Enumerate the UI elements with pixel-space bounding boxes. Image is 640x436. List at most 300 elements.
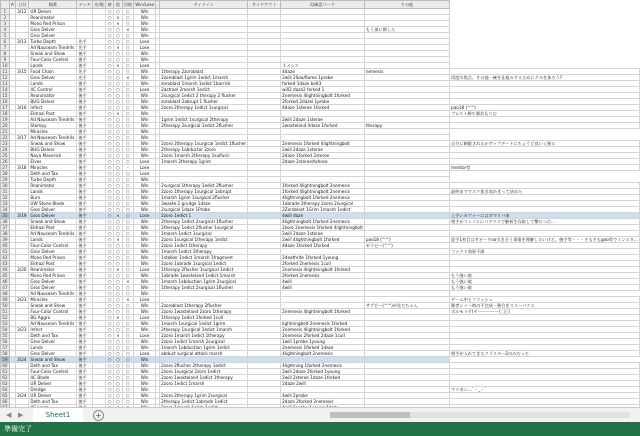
- cell[interactable]: 4will: [281, 279, 365, 285]
- cell[interactable]: ×: [114, 111, 122, 117]
- row-header[interactable]: 45: [2, 273, 8, 278]
- cell[interactable]: Win: [134, 201, 156, 207]
- cell[interactable]: Win: [134, 303, 156, 309]
- cell[interactable]: 後手: [77, 393, 93, 399]
- cell[interactable]: 4daze 1steroe 1forked: [281, 105, 365, 111]
- cell[interactable]: 2will 4lightningbolt 1forked: [281, 237, 365, 243]
- cell[interactable]: Gros Delver: [29, 27, 77, 33]
- cell[interactable]: 1marsh 1abduction 1grim 2surgical: [160, 279, 248, 285]
- cell[interactable]: ○: [106, 45, 114, 51]
- cell[interactable]: Win: [134, 117, 156, 123]
- row-header[interactable]: 33: [2, 201, 8, 206]
- cell[interactable]: Win: [134, 369, 156, 375]
- cell[interactable]: 後手: [77, 369, 93, 375]
- cell[interactable]: Win: [134, 123, 156, 129]
- cell[interactable]: ○: [114, 303, 122, 309]
- cell[interactable]: 相手がフェイエにバグリスで解析生存取して撃ちつ合…: [450, 219, 640, 225]
- cell[interactable]: 4C Control: [29, 87, 77, 93]
- scrollbar-thumb[interactable]: [330, 412, 410, 418]
- row-header[interactable]: 8: [1, 51, 10, 57]
- cell[interactable]: UR Delver: [29, 381, 77, 387]
- cell[interactable]: Mono Red Prison: [29, 21, 77, 27]
- cell[interactable]: ○: [122, 225, 134, 231]
- cell[interactable]: Sneak and Show: [29, 51, 77, 57]
- cell[interactable]: ○: [114, 255, 122, 261]
- cell[interactable]: 後手: [77, 303, 93, 309]
- cell[interactable]: ネメシス: [281, 63, 365, 69]
- row-header[interactable]: 29: [2, 177, 8, 182]
- row-header[interactable]: 34: [2, 207, 8, 212]
- cell[interactable]: 勝者ンミー時の不完成・勝合をスリーパクス: [450, 303, 640, 309]
- cell[interactable]: 後手: [77, 117, 93, 123]
- cell[interactable]: ○: [114, 285, 122, 291]
- cell[interactable]: ○: [106, 27, 114, 33]
- cell[interactable]: 2zoro 1surgical 2zoro 1edict: [160, 369, 248, 375]
- cell[interactable]: 1grim 1edict 1surgical 2therapy: [160, 117, 248, 123]
- cell[interactable]: 2daze 2will: [281, 381, 365, 387]
- column-header[interactable]: 敗: [114, 1, 122, 9]
- cell[interactable]: 後手: [77, 195, 93, 201]
- cell[interactable]: Reanimator: [29, 93, 77, 99]
- cell[interactable]: ○: [122, 393, 134, 399]
- cell[interactable]: Lose: [134, 159, 156, 165]
- cell[interactable]: Win: [134, 357, 156, 363]
- cell[interactable]: Gros Delver: [29, 213, 77, 219]
- cell[interactable]: ○: [106, 399, 114, 405]
- column-header[interactable]: 順番: [29, 1, 77, 9]
- cell[interactable]: 2zoro 1surgical 1therapy 1edict: [160, 237, 248, 243]
- cell[interactable]: Lands: [29, 237, 77, 243]
- cell[interactable]: 後手: [77, 267, 93, 273]
- cell[interactable]: 2forked 2nemesis 1cull: [281, 261, 365, 267]
- cell[interactable]: ○: [122, 351, 134, 357]
- cell[interactable]: 後手: [77, 111, 93, 117]
- cell[interactable]: ○: [114, 231, 122, 237]
- cell[interactable]: Turbo Depth: [29, 39, 77, 45]
- cell[interactable]: もう強い敗: [450, 279, 640, 285]
- cell[interactable]: 2will 2daze 1steroe: [281, 231, 365, 237]
- cell[interactable]: 3/23: [16, 327, 29, 333]
- cell[interactable]: Sneak and Show: [29, 141, 77, 147]
- cell[interactable]: 後手: [77, 321, 93, 327]
- cell[interactable]: ○: [122, 69, 134, 75]
- row-header[interactable]: 62: [2, 375, 8, 380]
- row-header[interactable]: 64: [2, 387, 8, 392]
- row-header[interactable]: 57: [2, 345, 8, 350]
- row-header[interactable]: 31: [2, 189, 8, 194]
- cell[interactable]: 2zoro 2therapy 1edict 1surgical: [160, 105, 248, 111]
- cell[interactable]: Win: [134, 99, 156, 105]
- cell[interactable]: Lose: [134, 315, 156, 321]
- cell[interactable]: ゼラビー(^^): [364, 243, 449, 249]
- cell[interactable]: Win: [134, 153, 156, 159]
- cell[interactable]: 4daze: [281, 69, 365, 75]
- cell[interactable]: 後手: [77, 99, 93, 105]
- cell[interactable]: 3/16: [16, 105, 29, 111]
- cell[interactable]: 2zoro 1wasteland 2zoro 1therapy: [160, 309, 248, 315]
- cell[interactable]: [450, 123, 640, 129]
- row-header[interactable]: 2: [1, 15, 10, 21]
- row-header[interactable]: 5: [1, 33, 10, 39]
- cell[interactable]: ○: [114, 345, 122, 351]
- cell[interactable]: Lose: [134, 171, 156, 177]
- cell[interactable]: Win: [134, 57, 156, 63]
- cell[interactable]: Deth and Tax: [29, 363, 77, 369]
- cell[interactable]: ○: [106, 345, 114, 351]
- cell[interactable]: ○: [122, 105, 134, 111]
- cell[interactable]: Lose: [134, 333, 156, 339]
- cell[interactable]: ゲーム中とフラッシュ: [450, 297, 640, 303]
- cell[interactable]: ○: [122, 15, 134, 21]
- cell[interactable]: Lose: [134, 165, 156, 171]
- cell[interactable]: ○: [114, 225, 122, 231]
- cell[interactable]: 後手: [77, 237, 93, 243]
- cell[interactable]: もう強い敗: [450, 285, 640, 291]
- cell[interactable]: Miracles: [29, 129, 77, 135]
- cell[interactable]: ○: [106, 165, 114, 171]
- cell[interactable]: ○: [106, 243, 114, 249]
- cell[interactable]: 2will 2steroe 1daze 1forked: [281, 375, 365, 381]
- cell[interactable]: 4C Blade: [29, 375, 77, 381]
- column-header[interactable]: デッキ: [78, 2, 91, 7]
- column-header[interactable]: その他: [364, 1, 449, 9]
- cell[interactable]: Lose: [134, 45, 156, 51]
- cell[interactable]: ○: [114, 27, 122, 33]
- cell[interactable]: ○: [122, 255, 134, 261]
- cell[interactable]: ○: [122, 333, 134, 339]
- row-header[interactable]: 46: [2, 279, 8, 284]
- cell[interactable]: ○: [122, 327, 134, 333]
- cell[interactable]: Lands: [29, 345, 77, 351]
- cell[interactable]: ○: [114, 57, 122, 63]
- cell[interactable]: ○: [106, 105, 114, 111]
- cell[interactable]: Win: [134, 345, 156, 351]
- cell[interactable]: Win: [134, 381, 156, 387]
- cell[interactable]: ○: [106, 363, 114, 369]
- cell[interactable]: ○: [114, 51, 122, 57]
- cell[interactable]: Win: [134, 255, 156, 261]
- cell[interactable]: ○: [122, 309, 134, 315]
- row-header[interactable]: 4: [1, 27, 10, 33]
- cell[interactable]: Win: [134, 15, 156, 21]
- cell[interactable]: Win: [134, 195, 156, 201]
- cell[interactable]: Win: [134, 261, 156, 267]
- cell[interactable]: Four-Color Control: [29, 243, 77, 249]
- cell[interactable]: Sneak and Show: [29, 219, 77, 225]
- cell[interactable]: Four-Color Control: [29, 369, 77, 375]
- cell[interactable]: ○: [106, 141, 114, 147]
- row-header[interactable]: 17: [2, 105, 8, 110]
- cell[interactable]: ○: [122, 135, 134, 141]
- cell[interactable]: 2nemesis 4lightningbolt 1forked: [281, 309, 365, 315]
- cell[interactable]: ○: [122, 267, 134, 273]
- cell[interactable]: ○: [122, 303, 134, 309]
- cell[interactable]: Win: [134, 231, 156, 237]
- cell[interactable]: ○: [106, 279, 114, 285]
- row-header[interactable]: 14: [2, 87, 8, 92]
- cell[interactable]: ○: [122, 291, 134, 297]
- cell[interactable]: Lose: [134, 39, 156, 45]
- cell[interactable]: ○: [114, 363, 122, 369]
- cell[interactable]: ○: [114, 249, 122, 255]
- cell[interactable]: 後手: [77, 93, 93, 99]
- cell[interactable]: ○: [106, 171, 114, 177]
- cell[interactable]: 2zoroblast 1therapy 2flusher: [160, 303, 248, 309]
- cell[interactable]: Ad Nauseam Tendrils: [29, 45, 77, 51]
- cell[interactable]: 最終までマスク抜き攻めきって決めた: [450, 189, 640, 195]
- cell[interactable]: Win: [134, 327, 156, 333]
- cell[interactable]: 1therapy 2flusher 1surgical 1edict: [160, 267, 248, 273]
- row-header[interactable]: 20: [2, 123, 8, 128]
- cell[interactable]: 1forked 4lightningbolt 2nemesis: [281, 189, 365, 195]
- cell[interactable]: Sneak and Show: [29, 303, 77, 309]
- cell[interactable]: UR Delver: [29, 393, 77, 399]
- cell[interactable]: Lose: [134, 63, 156, 69]
- cell[interactable]: Eldrazi Post: [29, 225, 77, 231]
- column-header[interactable]: サイドイン: [160, 1, 248, 9]
- row-header[interactable]: 37: [2, 225, 8, 230]
- cell[interactable]: ○: [122, 195, 134, 201]
- cell[interactable]: ×: [114, 315, 122, 321]
- cell[interactable]: ○: [106, 123, 114, 129]
- cell[interactable]: Deth and Tax: [29, 171, 77, 177]
- cell[interactable]: 2zoro 2nemesis 1forked 4lightningbolt: [282, 225, 363, 230]
- row-header[interactable]: 28: [2, 171, 8, 176]
- cell[interactable]: ○: [114, 93, 122, 99]
- cell[interactable]: 後手: [77, 399, 93, 405]
- cell[interactable]: ○: [114, 375, 122, 381]
- cell[interactable]: therapy: [364, 123, 449, 129]
- row-header[interactable]: 24: [2, 147, 8, 152]
- row-header[interactable]: 19: [2, 117, 8, 122]
- cell[interactable]: ○: [114, 147, 122, 153]
- cell[interactable]: 後手: [77, 51, 93, 57]
- cell[interactable]: ○: [106, 387, 114, 393]
- row-header[interactable]: 21: [2, 129, 8, 134]
- cell[interactable]: 後手: [77, 351, 93, 357]
- cell[interactable]: 上手いカヴァーにはダマリバ来: [450, 213, 640, 219]
- cell[interactable]: Stompy: [29, 123, 77, 129]
- cell[interactable]: 1therapy 2zoroblast: [160, 69, 248, 75]
- cell[interactable]: ○: [114, 75, 122, 81]
- cell[interactable]: ○: [114, 99, 122, 105]
- cell[interactable]: 後手: [77, 339, 93, 345]
- cell[interactable]: ○: [106, 63, 114, 69]
- row-header[interactable]: 7: [1, 45, 10, 51]
- cell[interactable]: ○: [106, 273, 114, 279]
- cell[interactable]: ○: [114, 309, 122, 315]
- cell[interactable]: ○: [122, 93, 134, 99]
- row-header[interactable]: 59: [2, 357, 8, 362]
- cell[interactable]: 後手: [77, 183, 93, 189]
- cell[interactable]: Win: [134, 243, 156, 249]
- cell[interactable]: 後手: [77, 381, 93, 387]
- cell[interactable]: ○: [106, 225, 114, 231]
- cell[interactable]: ×: [122, 27, 134, 33]
- cell[interactable]: 後手: [77, 375, 93, 381]
- cell[interactable]: 後手: [77, 87, 93, 93]
- cell[interactable]: Win: [134, 339, 156, 345]
- cell[interactable]: Infect: [29, 105, 77, 111]
- cell[interactable]: Win: [134, 81, 156, 87]
- cell[interactable]: 後手: [77, 291, 93, 297]
- cell[interactable]: 2surgical 1therapy 1edict 2flusher: [160, 183, 248, 189]
- cell[interactable]: ○: [122, 285, 134, 291]
- cell[interactable]: Mono Red Prison: [29, 273, 77, 279]
- cell[interactable]: ○: [106, 369, 114, 375]
- cell[interactable]: ○: [114, 273, 122, 279]
- cell[interactable]: ○: [114, 69, 122, 75]
- row-header[interactable]: 1: [1, 9, 10, 15]
- cell[interactable]: Ad Nauseam Tendrils: [29, 291, 77, 297]
- cell[interactable]: 後手: [77, 201, 93, 207]
- cell[interactable]: ○: [106, 69, 114, 75]
- cell[interactable]: 後手: [77, 165, 93, 171]
- cell[interactable]: Win: [134, 189, 156, 195]
- cell[interactable]: 後手: [77, 261, 93, 267]
- cell[interactable]: Lands: [29, 81, 77, 87]
- cell[interactable]: ○: [106, 285, 114, 291]
- cell[interactable]: ○: [122, 159, 134, 165]
- cell[interactable]: 2nemesis 2forked 2daze 1cull: [281, 333, 365, 339]
- row-header[interactable]: 38: [2, 231, 8, 236]
- column-header[interactable]: 再確認コード: [281, 1, 365, 9]
- cell[interactable]: ○: [122, 381, 134, 387]
- cell[interactable]: Dredge: [29, 387, 77, 393]
- row-header[interactable]: 49: [2, 297, 8, 302]
- cell[interactable]: ○: [122, 129, 134, 135]
- cell[interactable]: ○: [106, 207, 114, 213]
- cell[interactable]: ○: [106, 189, 114, 195]
- horizontal-scrollbar[interactable]: [330, 412, 630, 418]
- cell[interactable]: ○: [114, 291, 122, 297]
- cell[interactable]: ○: [106, 147, 114, 153]
- cell[interactable]: 2nemesis 1forked 1daze: [281, 345, 365, 351]
- cell[interactable]: ○: [122, 399, 134, 405]
- cell[interactable]: ○: [106, 333, 114, 339]
- cell[interactable]: 後手: [77, 219, 93, 225]
- cell[interactable]: ○: [122, 171, 134, 177]
- cell[interactable]: forked 1daze bolt3: [281, 81, 365, 87]
- cell[interactable]: 2therapy 1edict 2surgical 1flusher: [160, 219, 248, 225]
- cell[interactable]: ○: [106, 321, 114, 327]
- cell[interactable]: ×: [114, 21, 122, 27]
- cell[interactable]: ○: [106, 315, 114, 321]
- cell[interactable]: 2therapy 1surgical 1edict 1marsh: [160, 327, 248, 333]
- row-header[interactable]: 16: [2, 99, 8, 104]
- row-header[interactable]: 23: [2, 141, 8, 146]
- cell[interactable]: ×: [114, 333, 122, 339]
- cell[interactable]: BUG Delver: [29, 99, 77, 105]
- cell[interactable]: Win: [134, 285, 156, 291]
- cell[interactable]: 3/20: [16, 267, 29, 273]
- cell[interactable]: ○: [114, 327, 122, 333]
- row-header[interactable]: 40: [2, 243, 8, 248]
- cell[interactable]: ×: [114, 45, 122, 51]
- cell[interactable]: Win: [134, 105, 156, 111]
- cell[interactable]: ○: [114, 177, 122, 183]
- cell[interactable]: ○: [122, 375, 134, 381]
- cell[interactable]: 後手: [77, 333, 93, 339]
- cell[interactable]: 後手: [77, 159, 93, 165]
- cell[interactable]: ○: [122, 249, 134, 255]
- cell[interactable]: ○: [122, 369, 134, 375]
- cell[interactable]: ○: [106, 177, 114, 183]
- cell[interactable]: ×: [114, 63, 122, 69]
- cell[interactable]: 4daze 1forked 1forked: [281, 243, 365, 249]
- cell[interactable]: Lose: [134, 87, 156, 93]
- cell[interactable]: ○: [114, 399, 122, 405]
- cell[interactable]: 2surgical 1daze 1Probe: [160, 207, 248, 213]
- cell[interactable]: 後手: [77, 63, 93, 69]
- cell[interactable]: ○: [122, 147, 134, 153]
- cell[interactable]: 2zoro 1edict 1marsh: [160, 381, 248, 387]
- row-header[interactable]: 63: [2, 381, 8, 386]
- cell[interactable]: 2surgical 1edict 2 therapy 2 flusher: [160, 93, 248, 99]
- cell[interactable]: 後手: [77, 123, 93, 129]
- cell[interactable]: ○: [106, 39, 114, 45]
- cell[interactable]: zoroblast 2abrupt 1 flusher: [160, 99, 248, 105]
- cell[interactable]: 2daze 2forked 2nemesis: [281, 399, 365, 405]
- cell[interactable]: Win: [134, 183, 156, 189]
- cell[interactable]: 2wasteland 4daze 1forked: [281, 123, 365, 129]
- row-header[interactable]: 41: [2, 249, 8, 254]
- cell[interactable]: 後手: [77, 309, 93, 315]
- cell[interactable]: 後手: [77, 345, 93, 351]
- cell[interactable]: ○: [114, 339, 122, 345]
- cell[interactable]: 後手: [77, 297, 93, 303]
- cell[interactable]: ○: [114, 201, 122, 207]
- cell[interactable]: ○: [122, 81, 134, 87]
- cell[interactable]: ○: [122, 99, 134, 105]
- cell[interactable]: Win: [134, 111, 156, 117]
- cell[interactable]: ○: [114, 123, 122, 129]
- cell[interactable]: 2astrael 2marsh 1edict: [160, 87, 248, 93]
- cell[interactable]: ○: [122, 243, 134, 249]
- cell[interactable]: ○: [106, 327, 114, 333]
- cell[interactable]: 2will 2daze 1steroe: [281, 117, 365, 123]
- cell[interactable]: ○: [122, 339, 134, 345]
- row-header[interactable]: 11: [2, 69, 8, 74]
- cell[interactable]: ○: [106, 33, 114, 39]
- cell[interactable]: Ad Nauseam Tendrils: [29, 321, 77, 327]
- cell[interactable]: ○: [106, 159, 114, 165]
- cell[interactable]: 1marsh 1edict 1therapy: [160, 249, 248, 255]
- cell[interactable]: 後手: [77, 135, 93, 141]
- cell[interactable]: Win: [134, 399, 156, 405]
- cell[interactable]: ○: [106, 213, 114, 219]
- cell[interactable]: ○: [114, 369, 122, 375]
- cell[interactable]: 2forked 2nemesis: [281, 273, 365, 279]
- cell[interactable]: abduct surgical attack marsh: [160, 351, 248, 357]
- cell[interactable]: ○: [122, 51, 134, 57]
- cell[interactable]: ○: [114, 183, 122, 189]
- cell[interactable]: 後手: [77, 177, 93, 183]
- cell[interactable]: 1marsh 2therapy 1grim: [160, 159, 248, 165]
- cell[interactable]: ○: [122, 273, 134, 279]
- add-sheet-icon[interactable]: +: [93, 410, 104, 421]
- cell[interactable]: ○: [106, 267, 114, 273]
- cell[interactable]: UW Stone Blade: [29, 201, 77, 207]
- cell[interactable]: Win: [134, 69, 156, 75]
- cell[interactable]: 2therapy 1edict 1abrade 1edict: [160, 399, 248, 405]
- cell[interactable]: 1therapy 1edict 1forked 1cull: [160, 315, 248, 321]
- cell[interactable]: Lose: [134, 351, 156, 357]
- row-header[interactable]: 9: [1, 57, 10, 63]
- scroll-right-icon[interactable]: ▶: [18, 411, 24, 419]
- cell[interactable]: 2therapy 1edict 2flusher 1surgical: [160, 225, 248, 231]
- cell[interactable]: Sneak and Show: [29, 357, 77, 363]
